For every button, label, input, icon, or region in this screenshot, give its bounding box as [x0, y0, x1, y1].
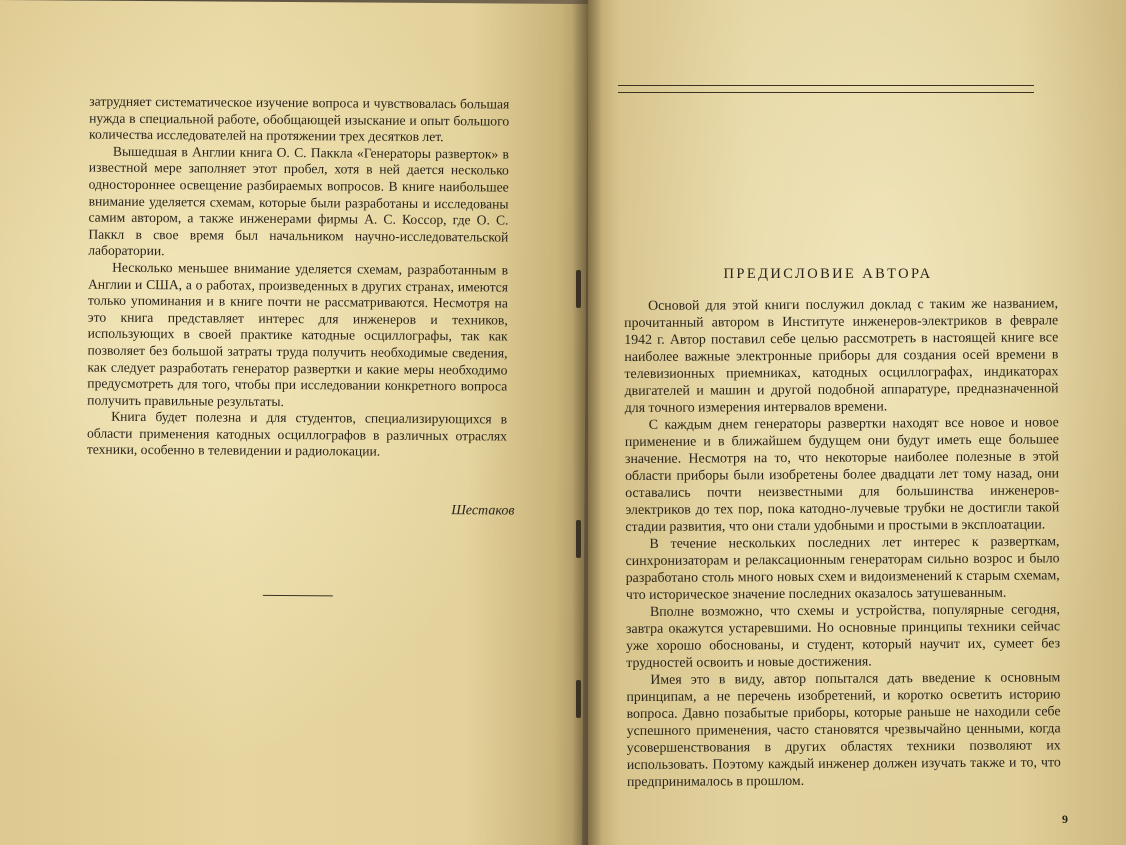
section-end-rule — [263, 595, 333, 596]
binding-stitch — [576, 520, 581, 558]
right-paragraph-1: Основой для этой книги послужил доклад с таким же названием, прочитанный автором в Институте инженеров-электриков в феврале 1942 г. Автор поставил себе целью рассмотреть в настоящей книге все наиболее важные электронные приборы для создания осей времени в телевизионных приемниках, катодных осциллографах, индикаторах двигателей и машин и другой подобной аппаратуре, предназначенной для точного измерения интервалов времени. — [624, 296, 1059, 416]
page-number: 9 — [1062, 812, 1068, 826]
right-paragraph-4: Вполне возможно, что схемы и устройства, популярные сегодня, завтра окажутся устаревшими. Но основные принципы техники сейчас уже хорошо обоснованы, и студент, который научит их, сумеет без трудностей освоить и новые достижения. — [625, 602, 1061, 671]
binding-stitch — [576, 680, 581, 718]
right-paragraph-5: Имея это в виду, автор попытался дать введение к основным принципам, а не перечень изобретений, и коротко осветить историю вопроса. Давно позабытые приборы, которые раньше не находили себе успешного применения, часто становятся чрезвычайно ценными, когда усовершенствования в других областях техники позволяют их использовать. Поэтому каждый инженер должен изучать также и то, что предпринималось в прошлом. — [626, 670, 1061, 790]
right-page-text — [624, 295, 1061, 791]
left-paragraph-1: затрудняет систематическое изучение вопроса и чувствовалась большая нужда в специальной работе, обобщающей изыскание и опыт большого количества исследователей на протяжении трех десятков лет. — [89, 93, 510, 145]
binding-stitch — [576, 270, 581, 308]
right-paragraph-2: С каждым днем генераторы развертки находят все новое и новое применение и в ближайшем будущем они будут иметь еще большее значение. Несмотря на то, что некоторые наиболее полезные в этой области приборы были изобретены более двадцати лет тому назад, они оставались почти неизвестными для большинства инженеров-электриков до тех пор, пока катодно-лучевые трубки не достигли такой стадии развития, что они стали удобными и простыми в эксплоатации. — [624, 415, 1060, 535]
chapter-heading: ПРЕДИСЛОВИЕ АВТОРА — [723, 266, 933, 282]
top-rule-upper — [618, 85, 1034, 86]
left-paragraph-3: Несколько меньшее внимание уделяется схемам, разработанным в Англии и США, а о работах, произведенных в других странах, имеются только упоминания и в книге почти не рассматриваются. Несмотря на это книга представляет интерес для инженеров и техников, использующих в своей практике катодные осциллографы, так как позволяет без большой затраты труда получить необходимые сведения, как следует разработать генератор развертки и какие меры необходимо предусмотреть для того, чтобы при исследовании конкретного вопроса получить правильные результаты. — [87, 259, 509, 409]
left-paragraph-4: Книга будет полезна и для студентов, специализирующихся в области применения катодных осциллографов в различных отраслях техники, особенно в телевидении и радиолокации. — [86, 409, 508, 460]
right-paragraph-3: В течение нескольких последних лет интерес к разверткам, синхронизаторам и релаксационным генераторам сильно возрос и было разработано столь много новых схем и видоизменений к старым схемам, что историческое значение последних оказалось затушеванным. — [625, 534, 1060, 603]
top-rule-lower — [618, 92, 1034, 93]
left-page-text — [87, 94, 510, 462]
right-page — [588, 0, 1126, 845]
signature: Шестаков — [451, 503, 515, 519]
left-paragraph-2: Вышедшая в Англии книга О. С. Паккла «Генераторы разверток» в известной мере заполняет этот пробел, хотя в ней дается несколько одностороннее освещение разбираемых вопросов. В книге наибольшее внимание уделяется схемам, которые были разработаны и исследованы самим автором, а также инженерами фирмы А. С. Коссор, где О. С. Паккл в свое время был начальником научно-исследовательской лаборатории. — [88, 143, 509, 259]
